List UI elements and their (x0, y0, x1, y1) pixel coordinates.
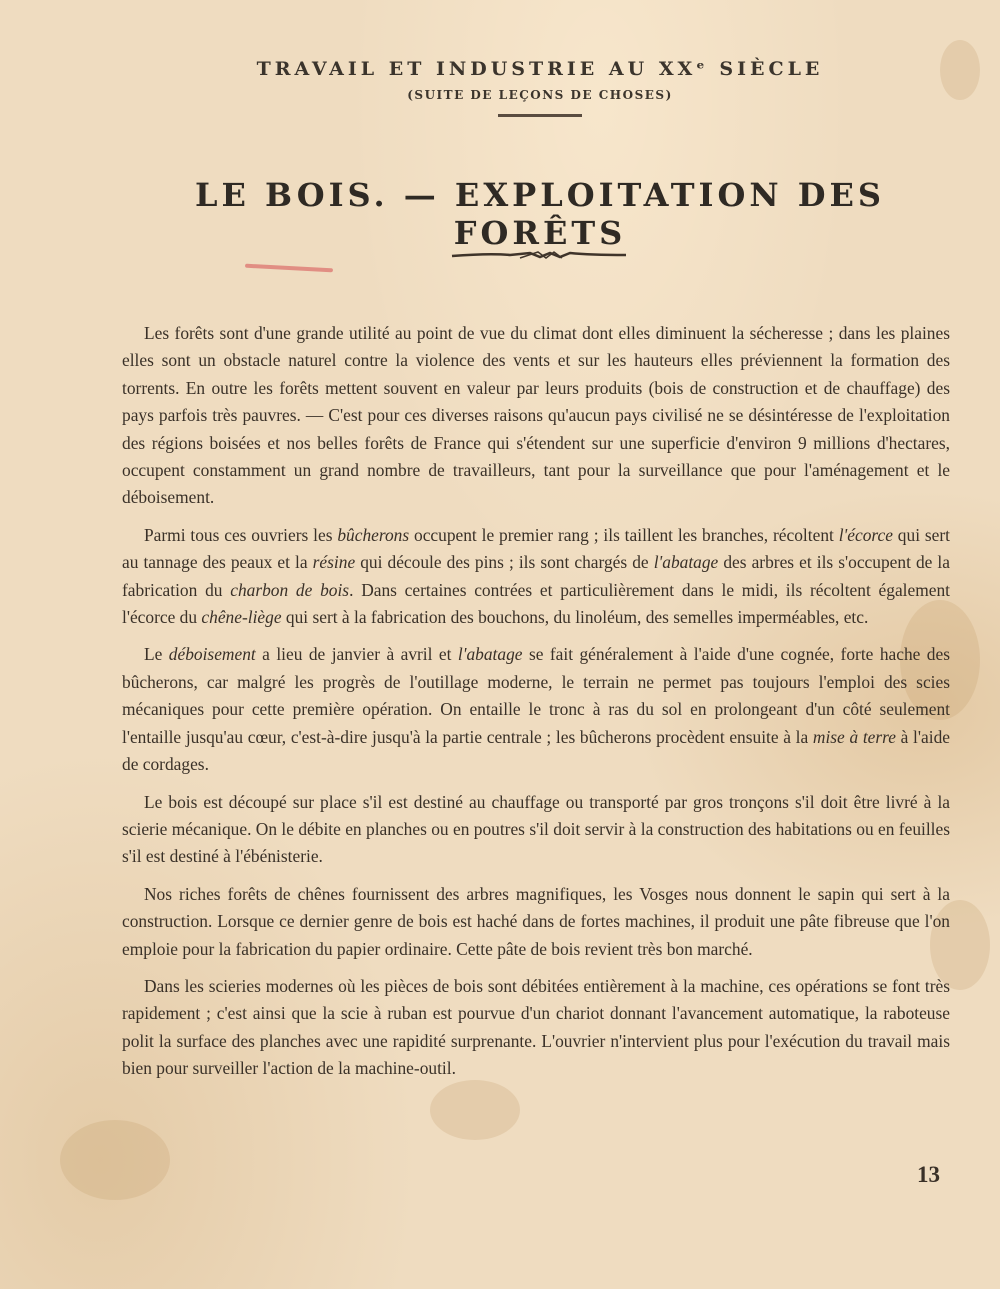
article-title: LE BOIS. — EXPLOITATION DES FORÊTS (195, 176, 885, 252)
paragraph-6: Dans les scieries modernes où les pièces de bois sont débitées entièrement à la machine, ces opérations se font très rapidement ; c'est ainsi que la scie à ruban est pourvue d'un chariot donnant l'avancement automatique, la raboteuse polit la surface des planches avec une rapidité surprenante. L'ouvrier n'intervient plus pour l'exécution du travail mais bien pour surveiller l'action de la machine-outil. (122, 975, 950, 1079)
series-subtitle: (SUITE DE LEÇONS DE CHOSES) (407, 88, 673, 102)
paragraph-5: Nos riches forêts de chênes fournissent des arbres magnifiques, les Vosges nous donnent le sapin qui sert à la construction. Lorsque ce dernier genre de bois est haché dans de fortes machines, il produit une pâte fibreuse que l'on emploie pour la fabrication du papier ordinaire. Cette pâte de bois revient très bon marché. (122, 883, 950, 959)
term-mise-a-terre: mise à terre (812, 726, 896, 747)
term-deboisement: déboisement (168, 644, 256, 665)
paper-stain (940, 40, 980, 100)
article-body (122, 320, 950, 1093)
term-bucherons: bûcherons (337, 524, 410, 545)
paragraph-3: Le déboisement a lieu de janvier à avril et l'abatage se fait généralement à l'aide d'une cognée, forte hache des bûcherons, car malgré les progrès de l'outillage moderne, le terrain ne permet pas toujours l'emploi des scies mécaniques pour cette première opération. On entaille le tronc à ras du sol en prolongeant d'un côté seulement l'entaille jusqu'au cœur, c'est-à-dire jusqu'à la partie centrale ; les bûcherons procèdent ensuite à la mise à terre à l'aide de cordages. (122, 644, 950, 775)
series-header (140, 58, 940, 117)
header-rule (498, 114, 582, 117)
page-number: 13 (917, 1162, 940, 1187)
term-ecorce: l'écorce (838, 524, 893, 545)
term-abatage: l'abatage (457, 644, 523, 665)
term-chene-liege: chêne-liège (201, 607, 282, 628)
paragraph-2: Parmi tous ces ouvriers les bûcherons occupent le premier rang ; ils taillent les branches, récoltent l'écorce qui sert au tannage des peaux et la résine qui découle des pins ; ils sont chargés de l'abatage des arbres et ils s'occupent de la fabrication du charbon de bois. Dans certaines contrées et particulièrement dans le midi, ils récoltent également l'écorce du chêne-liège qui sert à la fabrication des bouchons, du linoléum, des semelles imperméables, etc. (122, 524, 951, 628)
paragraph-1: Les forêts sont d'une grande utilité au point de vue du climat dont elles diminuent la sécheresse ; dans les plaines elles sont un obstacle naturel contre la violence des vents et sur les hauteurs elles préviennent la formation des torrents. En outre les forêts mettent souvent en valeur par leurs produits (bois de construction et de chauffage) des pays parfois très pauvres. — C'est pour ces diverses raisons qu'aucun pays civilisé ne se désintéresse de l'exploitation des régions boisées et nos belles forêts de France qui s'étendent sur une superficie d'environ 9 millions d'hectares, occupent constamment un grand nombre de travailleurs, tant pour la surveillance que pour l'aménagement et le déboisement. (122, 323, 950, 508)
term-resine: résine (312, 552, 356, 573)
term-charbon-de-bois: charbon de bois (230, 579, 350, 600)
ornament-divider (450, 250, 628, 260)
paper-stain (60, 1120, 170, 1200)
term-abatage: l'abatage (653, 552, 719, 573)
paragraph-4: Le bois est découpé sur place s'il est destiné au chauffage ou transporté par gros tronçons s'il doit être livré à la scierie mécanique. On le débite en planches ou en poutres s'il doit servir à la construction des habitations ou en feuilles s'il est destiné à l'ébénisterie. (122, 791, 950, 867)
series-title: TRAVAIL ET INDUSTRIE AU XXᵉ SIÈCLE (256, 58, 824, 80)
